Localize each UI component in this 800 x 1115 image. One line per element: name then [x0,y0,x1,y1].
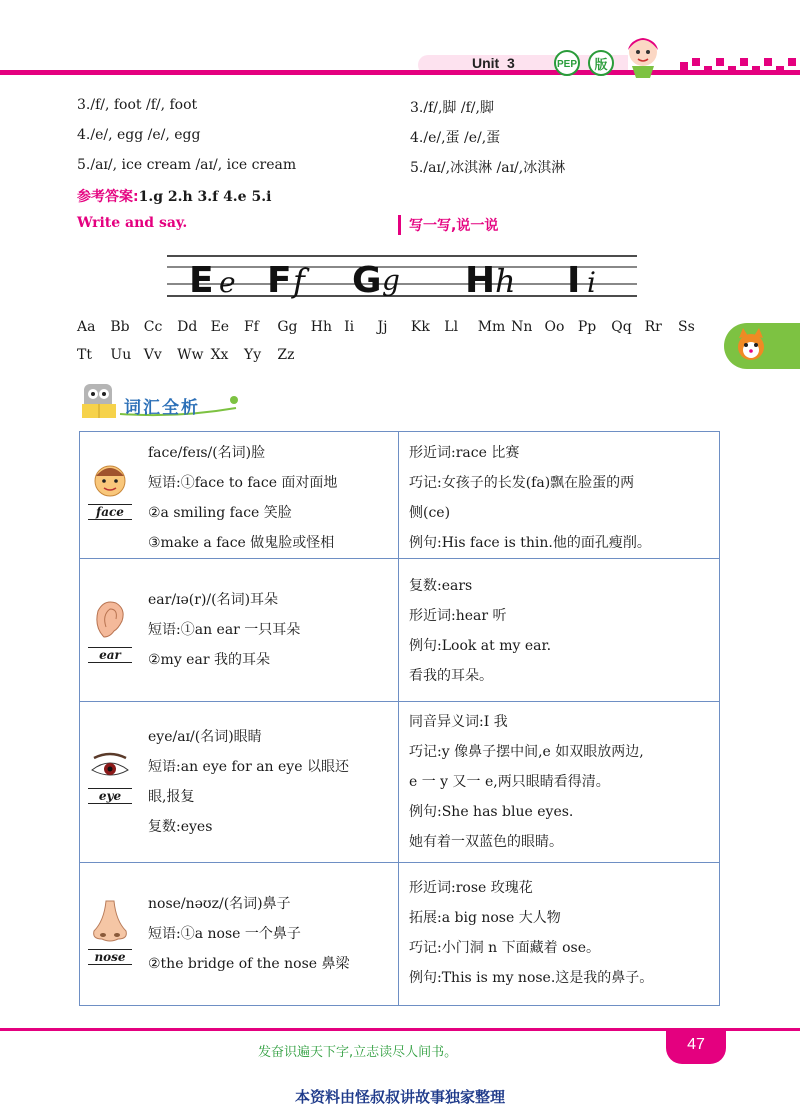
hw-upper-f: F [267,260,292,301]
eye-icon [88,752,132,782]
alphabet-pair-z: Zz [277,347,295,363]
vocab-row-eye [79,702,720,863]
alphabet-pair-q: Qq [611,319,632,335]
alphabet-pair-f: Ff [243,319,259,335]
eye-phrase: 短语:an eye for an eye 以眼还 [148,759,349,775]
hw-upper-h: H [465,260,496,301]
eye-plural: 复数:eyes [148,819,213,835]
alphabet-pair-v: Vv [143,347,162,363]
phonics-line-en-4: 4./e/, egg /e/, egg [77,127,201,143]
nose-memory-tip: 巧记:小门洞 n 下面藏着 ose。 [409,940,600,956]
edition-badge: 版 [588,50,614,76]
vocab-title: 词汇全析 [124,398,200,418]
face-memory-tip-cont: 侧(ce) [409,505,451,521]
ear-phrase-1: 短语:①an ear 一只耳朵 [148,622,301,638]
face-word-label: face [88,504,132,520]
hw-lower-g: g [382,264,400,297]
ear-example-translation: 看我的耳朵。 [409,668,493,684]
alphabet-pair-d: Dd [177,319,198,335]
alphabet-row-1 [77,319,711,335]
alphabet-pair-m: Mm [477,319,506,335]
phonics-line-zh-3: 3./f/,脚 /f/,脚 [410,100,494,116]
unit-label: Unit 3 [472,55,515,71]
hw-lower-f: f [293,262,305,300]
ear-word-label: ear [88,647,132,663]
face-phrase-1: 短语:①face to face 面对面地 [148,475,338,491]
phonics-line-en-5: 5./aɪ/, ice cream /aɪ/, ice cream [77,157,297,173]
nose-phrase-1: 短语:①a nose 一个鼻子 [148,926,301,942]
nose-phrase-2: ②the bridge of the nose 鼻梁 [148,956,350,972]
hw-lower-e: e [219,266,236,299]
vocab-row-ear [79,559,720,702]
alphabet-pair-b: Bb [110,319,130,335]
alphabet-pair-r: Rr [644,319,662,335]
alphabet-pair-p: Pp [577,319,597,335]
ear-icon [88,597,132,641]
page-number: 47 [687,1036,705,1053]
pep-badge: PEP [554,50,580,76]
answer-label: 参考答案: [77,189,139,205]
vocab-right-nose [399,863,719,1005]
face-icon [88,462,132,498]
hw-upper-i: I [567,260,581,301]
vocab-left-eye [80,702,399,862]
alphabet-pair-l: Ll [444,319,459,335]
ear-phrase-2: ②my ear 我的耳朵 [148,652,270,668]
phonics-line-zh-5: 5./aɪ/,冰淇淋 /aɪ/,冰淇淋 [410,160,566,176]
ear-headword: ear/ɪə(r)/(名词)耳朵 [148,592,279,608]
eye-example-translation: 她有着一双蓝色的眼睛。 [409,834,563,850]
cartoon-girl-icon [618,30,668,80]
eye-phrase-cont: 眼,报复 [148,789,195,805]
ear-similar-word: 形近词:hear 听 [409,608,507,624]
phonics-line-en-3: 3./f/, foot /f/, foot [77,97,198,113]
footer-slogan: 发奋识遍天下字,立志读尽人间书。 [258,1045,458,1060]
face-phrase-2: ②a smiling face 笑脸 [148,505,292,521]
vocab-table [79,431,720,1006]
alphabet-pair-h: Hh [310,319,332,335]
cartoon-fox-icon [733,328,769,364]
vocab-row-face [79,431,720,559]
phonics-line-zh-4: 4./e/,蛋 /e/,蛋 [410,130,501,146]
ear-example: 例句:Look at my ear. [409,638,552,654]
nose-extension: 拓展:a big nose 大人物 [409,910,561,926]
ear-plural: 复数:ears [409,578,473,594]
hw-upper-e: E [189,260,214,301]
eye-memory-tip: 巧记:y 像鼻子摆中间,e 如双眼放两边, [409,744,644,760]
answer-key [77,186,271,206]
vocab-right-eye [399,702,719,862]
vocab-right-face [399,432,719,558]
source-note: 本资料由怪叔叔讲故事独家整理 [294,1088,505,1106]
alphabet-pair-k: Kk [410,319,430,335]
alphabet-pair-s: Ss [678,319,695,335]
handwriting-staff [167,250,637,302]
face-similar-word: 形近词:race 比赛 [409,445,520,461]
vocab-left-ear [80,559,399,701]
vocab-left-nose [80,863,399,1005]
vocab-right-ear [399,559,719,701]
face-memory-tip: 巧记:女孩子的长发(fa)飘在脸蛋的两 [409,475,635,491]
eye-memory-tip-cont: e 一 y 又一 e,两只眼睛看得清。 [409,774,610,790]
reading-owl-icon [78,376,122,422]
eye-picture [88,752,140,804]
nose-headword: nose/nəʊz/(名词)鼻子 [148,896,291,912]
alphabet-pair-j: Jj [377,319,388,335]
face-example: 例句:His face is thin.他的面孔瘦削。 [409,535,651,551]
nose-picture [88,899,140,965]
write-and-say-heading-zh: 写一写,说一说 [398,215,498,235]
write-and-say-heading: Write and say. [77,215,188,231]
alphabet-pair-x: Xx [210,347,229,363]
hw-lower-i: i [587,266,596,299]
alphabet-pair-u: Uu [110,347,132,363]
ear-picture [88,597,140,663]
alphabet-pair-i: Ii [344,319,355,335]
nose-icon [88,899,132,943]
face-phrase-3: ③make a face 做鬼脸或怪相 [148,535,335,551]
face-headword: face/feɪs/(名词)脸 [148,445,266,461]
alphabet-pair-o: Oo [544,319,565,335]
alphabet-pair-w: Ww [177,347,204,363]
hw-lower-h: h [495,262,516,300]
vocab-row-nose [79,863,720,1006]
alphabet-pair-g: Gg [277,319,298,335]
eye-word-label: eye [88,788,132,804]
eye-example: 例句:She has blue eyes. [409,804,574,820]
nose-example: 例句:This is my nose.这是我的鼻子。 [409,970,654,986]
alphabet-pair-t: Tt [77,347,92,363]
face-picture [88,462,140,520]
hw-upper-g: G [352,260,382,301]
alphabet-pair-a: Aa [77,319,96,335]
vocab-left-face [80,432,399,558]
alphabet-pair-y: Yy [243,347,262,363]
eye-headword: eye/aɪ/(名词)眼睛 [148,729,262,745]
answer-text: 1.g 2.h 3.f 4.e 5.i [138,189,272,205]
eye-homophone: 同音异义词:I 我 [409,714,508,730]
nose-word-label: nose [88,949,132,965]
nose-similar-word: 形近词:rose 玫瑰花 [409,880,533,896]
alphabet-pair-c: Cc [143,319,163,335]
checker-decoration [680,58,800,74]
alphabet-pair-n: Nn [511,319,533,335]
alphabet-pair-e: Ee [210,319,230,335]
alphabet-row-2 [77,347,311,363]
